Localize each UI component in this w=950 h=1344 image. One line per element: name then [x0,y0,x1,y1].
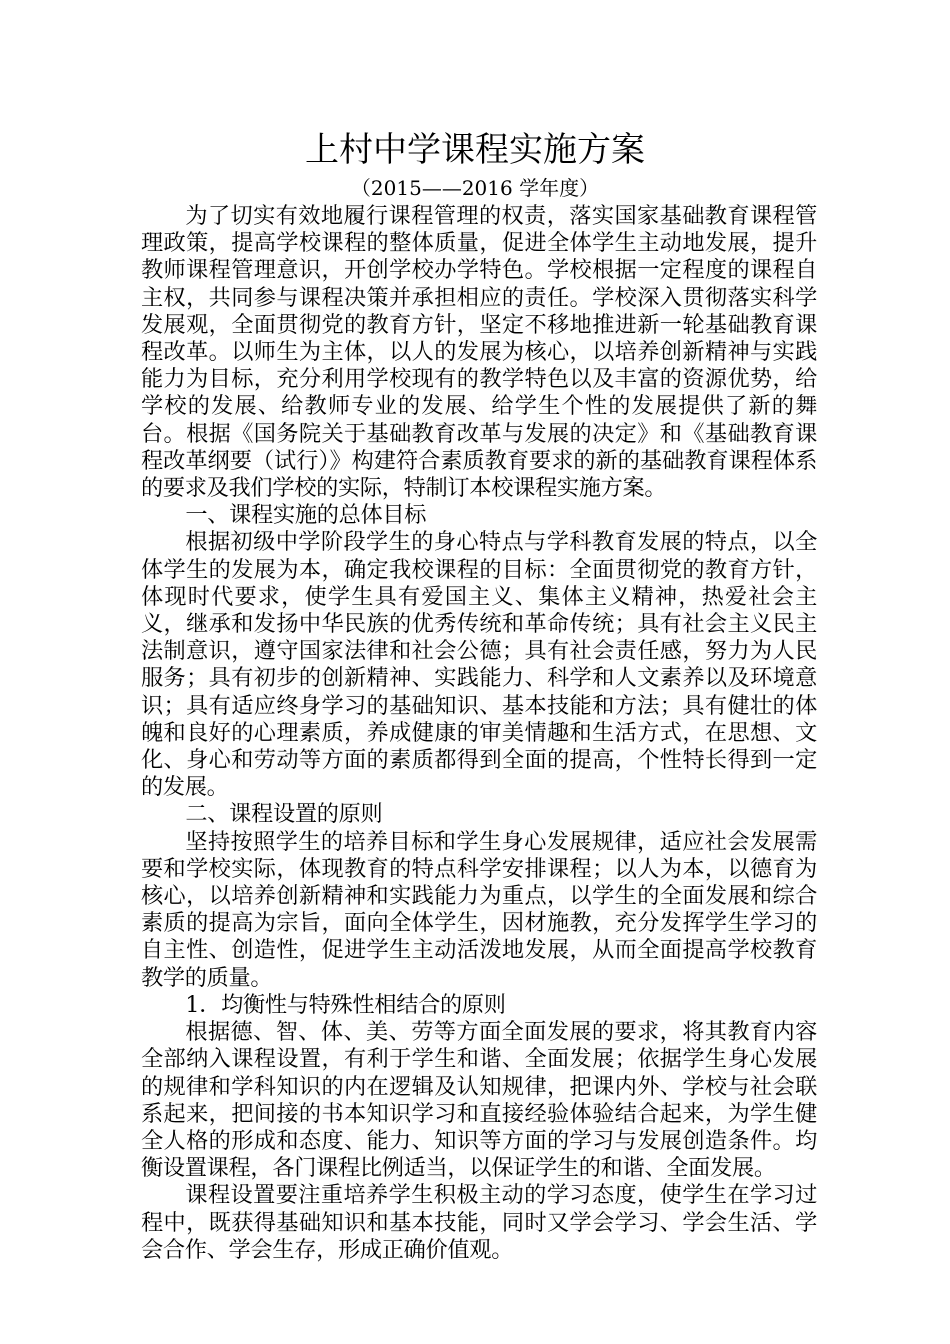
section-paragraph-principles: 坚持按照学生的培养目标和学生身心发展规律，适应社会发展需要和学校实际，体现教育的特点科学安排课程；以人为本，以德育为核心，以培养创新精神和实践能力为重点，以学生的全面发展和综合素质的提高为宗旨，面向全体学生，因材施教，充分发挥学生学习的自主性、创造性，促进学生主动活泼地发展，从而全面提高学校教育教学的质量。 [141,828,817,991]
section-heading-principles: 二、课程设置的原则 [185,801,383,828]
document-subtitle: （2015——2016 学年度） [350,176,600,200]
intro-paragraph: 为了切实有效地履行课程管理的权责，落实国家基础教育课程管理政策，提高学校课程的整体质量，促进全体学生主动地发展，提升教师课程管理意识，开创学校办学特色。学校根据一定程度的课程自主权，共同参与课程决策并承担相应的责任。学校深入贯彻落实科学发展观，全面贯彻党的教育方针，坚定不移地推进新一轮基础教育课程改革。以师生为主体，以人的发展为核心，以培养创新精神与实践能力为目标，充分利用学校现有的教学特色以及丰富的资源优势，给学校的发展、给教师专业的发展、给学生个性的发展提供了新的舞台。根据《国务院关于基础教育改革与发展的决定》和《基础教育课程改革纲要（试行）》构建符合素质教育要求的新的基础教育课程体系的要求及我们学校的实际，特制订本校课程实施方案。 [141,203,817,502]
subsection-heading-balance: 1．均衡性与特殊性相结合的原则 [185,991,506,1018]
document-body [141,203,817,1264]
section-paragraph-goals: 根据初级中学阶段学生的身心特点与学科教育发展的特点，以全体学生的发展为本，确定我校课程的目标：全面贯彻党的教育方针，体现时代要求，使学生具有爱国主义、集体主义精神，热爱社会主义，继承和发扬中华民族的优秀传统和革命传统；具有社会主义民主法制意识，遵守国家法律和社会公德；具有社会责任感，努力为人民服务；具有初步的创新精神、实践能力、科学和人文素养以及环境意识；具有适应终身学习的基础知识、基本技能和方法；具有健壮的体魄和良好的心理素质，养成健康的审美情趣和生活方式，在思想、文化、身心和劳动等方面的素质都得到全面的提高，个性特长得到一定的发展。 [141,529,817,801]
document-title: 上村中学课程实施方案 [305,130,645,170]
subsection-paragraph-balance: 根据德、智、体、美、劳等方面全面发展的要求，将其教育内容全部纳入课程设置，有利于学生和谐、全面发展；依据学生身心发展的规律和学科知识的内在逻辑及认知规律，把课内外、学校与社会联系起来，把间接的书本知识学习和直接经验体验结合起来，为学生健全人格的形成和态度、能力、知识等方面的学习与发展创造条件。均衡设置课程，各门课程比例适当，以保证学生的和谐、全面发展。 [141,1019,817,1182]
section-heading-goals: 一、课程实施的总体目标 [185,502,427,529]
subsection-paragraph-attitude: 课程设置要注重培养学生积极主动的学习态度，使学生在学习过程中，既获得基础知识和基本技能，同时又学会学习、学会生活、学会合作、学会生存，形成正确价值观。 [141,1182,817,1263]
